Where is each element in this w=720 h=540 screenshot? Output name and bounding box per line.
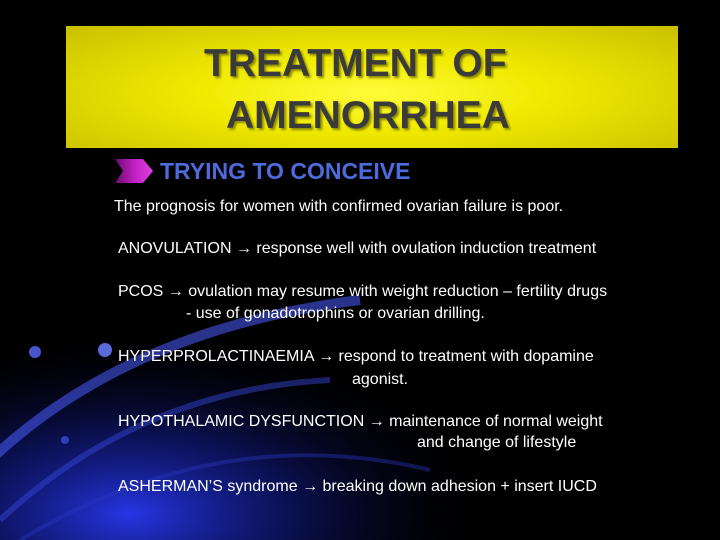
right-arrow-icon: → <box>167 283 184 300</box>
list-item-pcos <box>118 283 607 301</box>
item-text: ovulation may resume with weight reduction – fertility drugs <box>183 283 608 300</box>
item-term: PCOS <box>118 283 164 300</box>
item-text: maintenance of normal weight <box>384 413 603 430</box>
item-term: ANOVULATION <box>118 240 232 257</box>
right-arrow-icon: → <box>368 413 385 430</box>
list-item-hyperprolactinaemia-continuation: agonist. <box>352 371 409 388</box>
item-term: HYPERPROLACTINAEMIA <box>118 348 314 365</box>
item-text: respond to treatment with dopamine <box>334 348 594 365</box>
list-item-hypothalamic-dysfunction <box>118 413 603 431</box>
list-item-hyperprolactinaemia <box>118 348 594 366</box>
arrow-bullet-icon <box>115 158 155 184</box>
slide-title-line-1: TREATMENT OF <box>204 42 507 85</box>
list-item-anovulation <box>118 240 596 258</box>
title-banner <box>66 26 678 148</box>
list-item-hypothalamic-continuation: and change of lifestyle <box>417 434 577 451</box>
item-term: HYPOTHALAMIC DYSFUNCTION <box>118 413 365 430</box>
right-arrow-icon: → <box>235 240 252 257</box>
intro-text: The prognosis for women with confirmed ovarian failure is poor. <box>114 198 564 215</box>
slide-title-line-2: AMENORRHEA <box>226 94 510 137</box>
section-heading: TRYING TO CONCEIVE <box>160 158 411 184</box>
item-text: response well with ovulation induction treatment <box>251 240 597 257</box>
right-arrow-icon: → <box>318 348 335 365</box>
item-text: breaking down adhesion + insert IUCD <box>318 478 597 495</box>
list-item-pcos-continuation: - use of gonadotrophins or ovarian drilling. <box>186 305 485 322</box>
item-term: ASHERMAN’S syndrome <box>118 478 298 495</box>
right-arrow-icon: → <box>302 478 319 495</box>
list-item-ashermans-syndrome <box>118 478 597 496</box>
